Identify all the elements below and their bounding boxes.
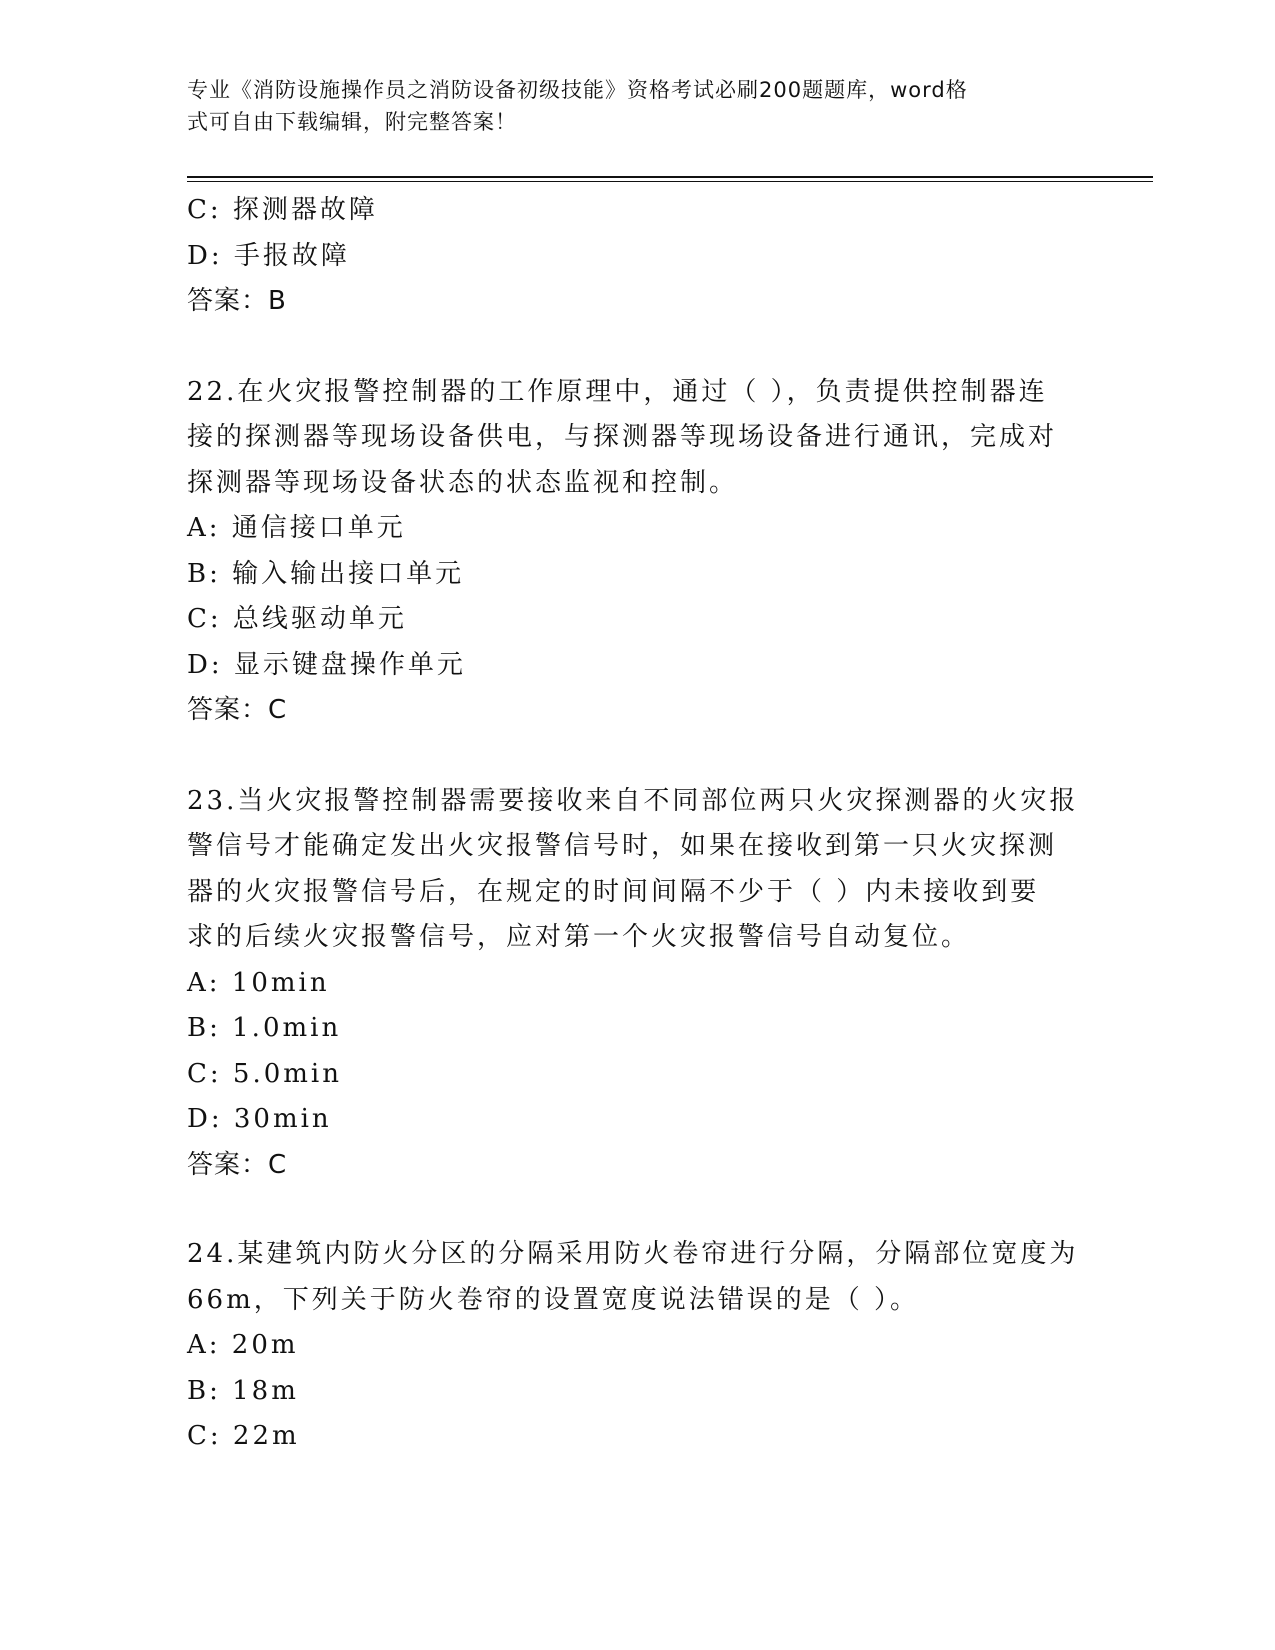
question-23 — [187, 779, 1087, 1189]
question-24 — [187, 1232, 1087, 1460]
header-line-1: 专业《消防设施操作员之消防设备初级技能》资格考试必刷200题题库，word格 — [187, 78, 968, 102]
option-d: D: 手报故障 — [187, 240, 350, 271]
answer-line: 答案：B — [187, 286, 287, 316]
option-d: D: 30min — [187, 1104, 332, 1134]
option-c: C: 探测器故障 — [187, 195, 378, 225]
question-text-line: 求的后续火灾报警信号，应对第一个火灾报警信号自动复位。 — [187, 922, 971, 952]
question-text-line: 23.当火灾报警控制器需要接收来自不同部位两只火灾探测器的火灾报 — [187, 785, 1079, 816]
question-text-line: 22.在火灾报警控制器的工作原理中，通过（ ），负责提供控制器连 — [187, 376, 1048, 407]
option-c: C: 22m — [187, 1421, 300, 1451]
question-text-line: 24.某建筑内防火分区的分隔采用防火卷帘进行分隔，分隔部位宽度为 — [187, 1239, 1079, 1269]
option-a: A: 通信接口单元 — [187, 513, 406, 543]
header-rule-thick — [187, 176, 1153, 178]
option-b: B: 1.0min — [187, 1013, 342, 1043]
question-text-line: 警信号才能确定发出火灾报警信号时，如果在接收到第一只火灾探测 — [187, 831, 1058, 861]
question-text-line: 66m，下列关于防火卷帘的设置宽度说法错误的是（ ）。 — [187, 1284, 920, 1315]
header-rule-thin — [187, 181, 1153, 182]
option-c: C: 总线驱动单元 — [187, 604, 407, 634]
option-a: A: 20m — [187, 1330, 299, 1360]
option-b: B: 18m — [187, 1375, 299, 1406]
option-d: D: 显示键盘操作单元 — [187, 649, 466, 680]
answer-line: 答案：C — [187, 695, 288, 725]
option-b: B: 输入输出接口单元 — [187, 558, 465, 589]
option-a: A: 10min — [187, 967, 330, 998]
question-text-line: 接的探测器等现场设备供电，与探测器等现场设备进行通讯，完成对 — [187, 422, 1058, 452]
page-header — [187, 74, 1067, 138]
header-line-2: 式可自由下载编辑，附完整答案！ — [187, 110, 517, 134]
answer-line: 答案：C — [187, 1149, 288, 1180]
option-c: C: 5.0min — [187, 1058, 342, 1089]
question-22 — [187, 370, 1087, 734]
question-text-line: 探测器等现场设备状态的状态监视和控制。 — [187, 467, 739, 498]
question-text-line: 器的火灾报警信号后，在规定的时间间隔不少于（ ）内未接收到要 — [187, 876, 1040, 907]
prev-question — [187, 188, 1087, 325]
question-content — [187, 188, 1087, 1460]
